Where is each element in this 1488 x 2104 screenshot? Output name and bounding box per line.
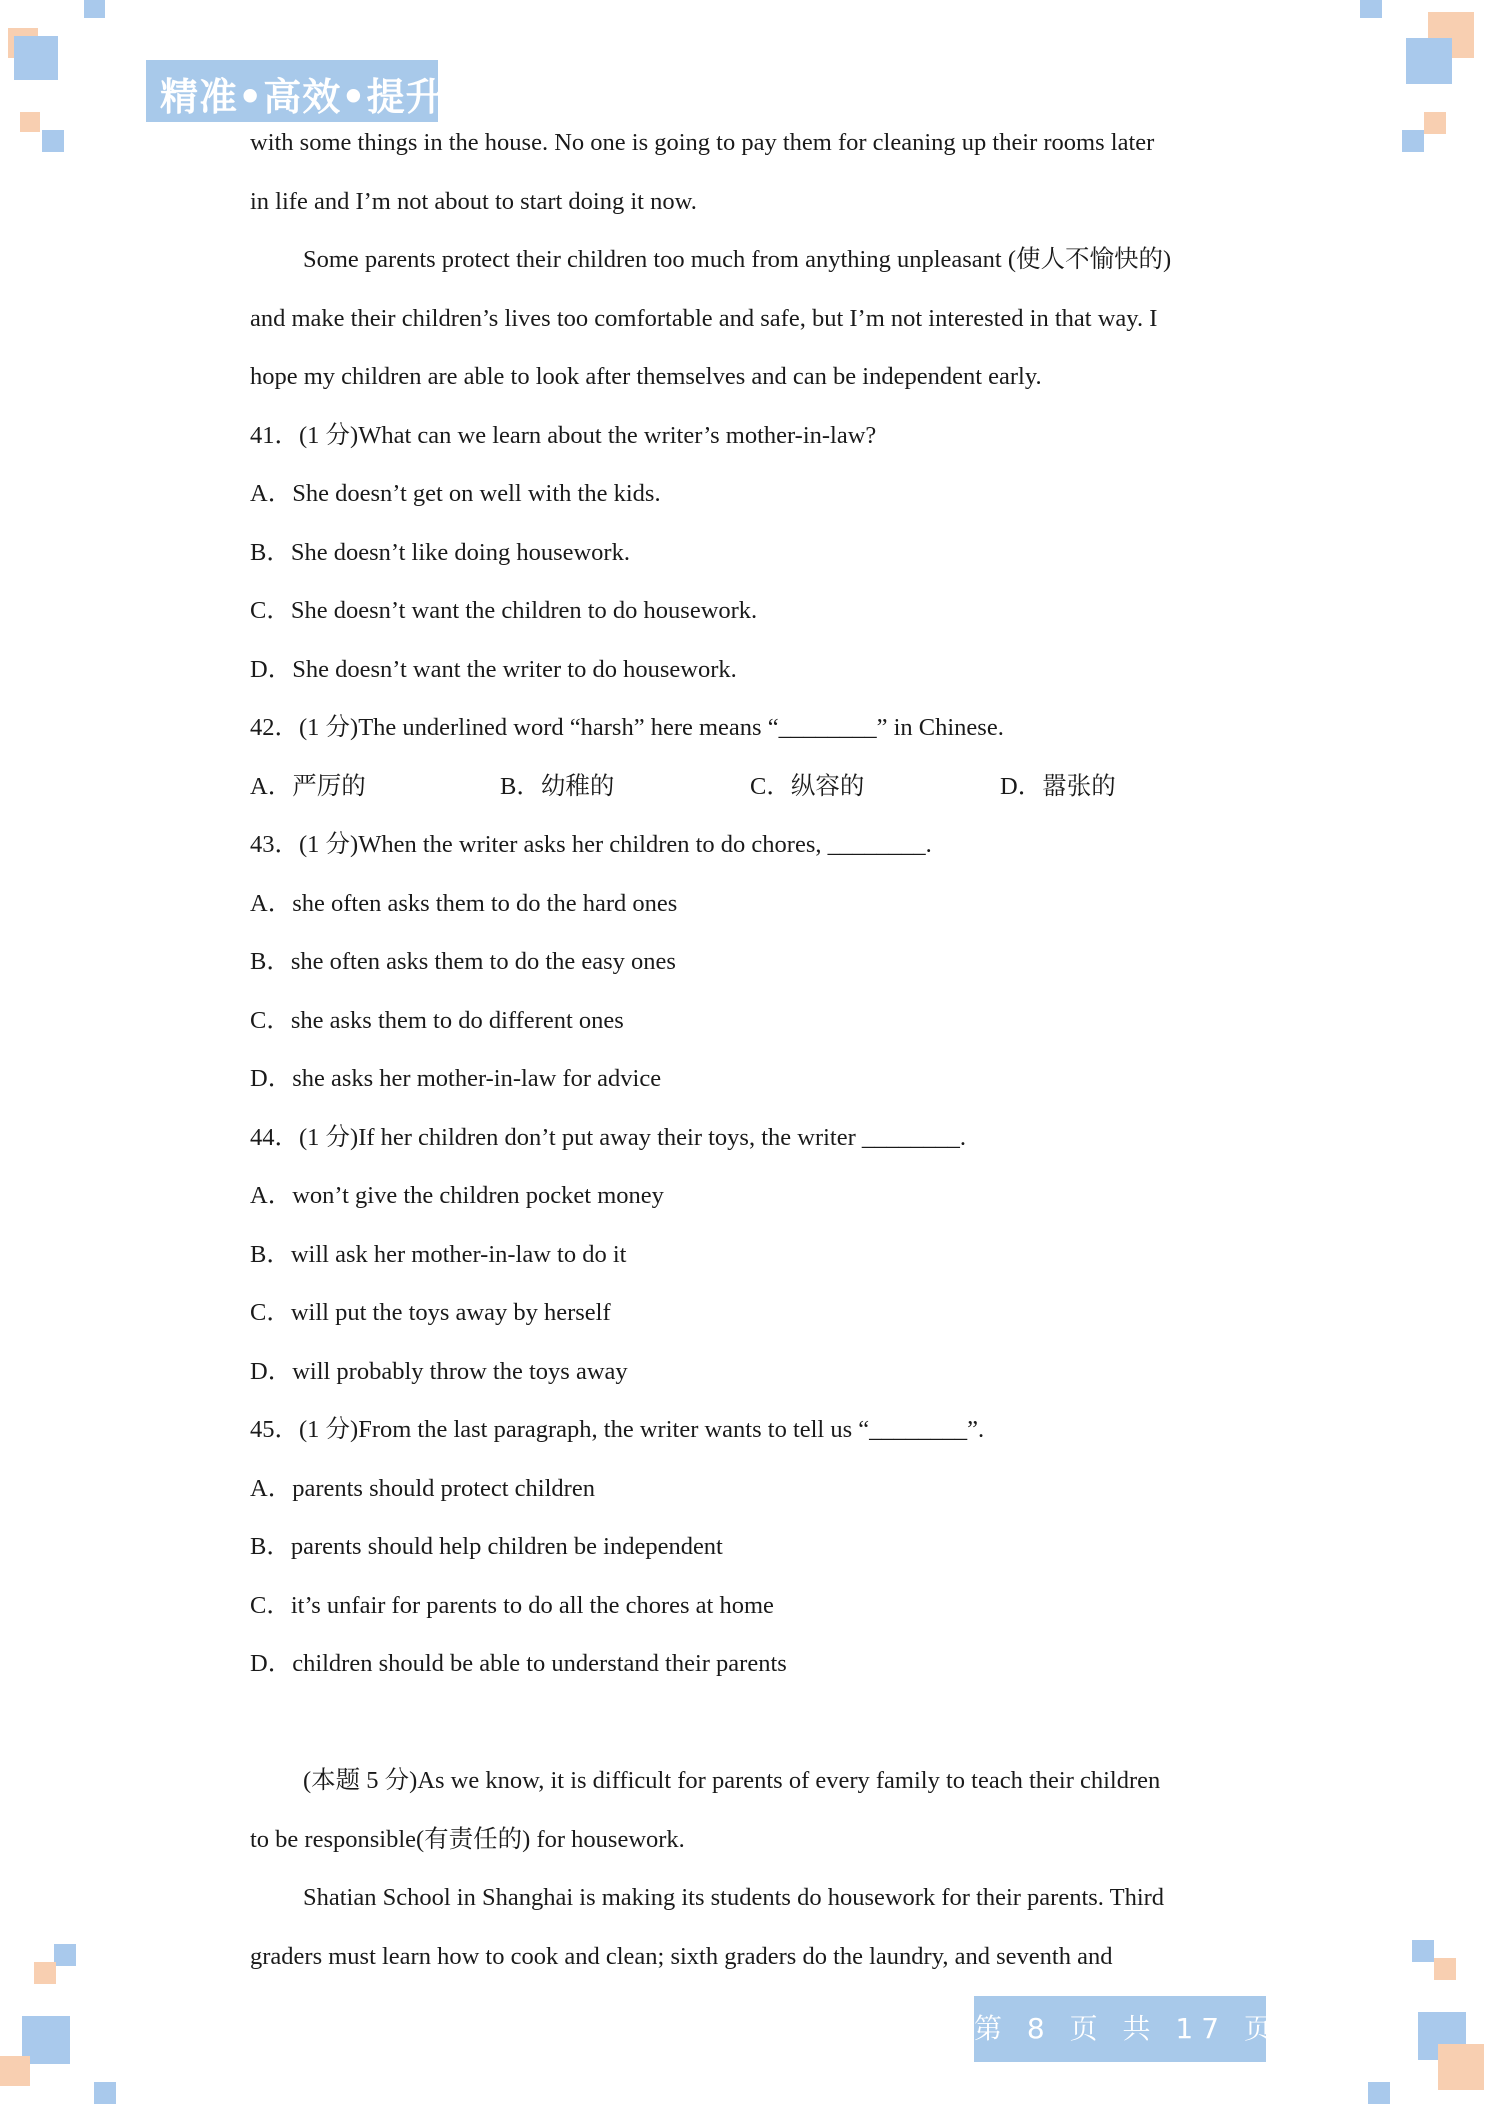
passage-line: hope my children are able to look after themselves and can be independent early. (250, 363, 1042, 390)
passage-line: and make their children’s lives too comfortable and safe, but I’m not interested in that way. I (250, 304, 1158, 332)
section-gap (250, 1698, 1250, 1757)
passage-line: Some parents protect their children too much from anything unpleasant (使人不愉快的) (303, 246, 1172, 273)
option-b: B．will ask her mother-in-law to do it (250, 1240, 627, 1268)
question-stem: 42．(1 分)The underlined word “harsh” here means “________” in Chinese. (250, 714, 1004, 741)
question-43 (250, 820, 1250, 1113)
passage-line: in life and I’m not about to start doing it now. (250, 187, 697, 215)
question-45 (250, 1405, 1250, 1698)
option-b: B．she often asks them to do the easy ones (250, 948, 676, 975)
question-41 (250, 411, 1250, 704)
option-c: C．she asks them to do different ones (250, 1006, 624, 1034)
header-banner (146, 60, 445, 122)
passage-line: Shatian School in Shanghai is making its students do housework for their parents. Third (303, 1884, 1165, 1911)
option-d: D．She doesn’t want the writer to do housework. (250, 655, 737, 683)
options-row (250, 762, 1250, 821)
option-d: D．嚣张的 (1000, 772, 1116, 800)
option-b: B．幼稚的 (500, 772, 615, 800)
question-stem: 41．(1 分)What can we learn about the writer’s mother-in-law? (250, 421, 877, 449)
option-a: A．严厉的 (250, 772, 366, 800)
question-44 (250, 1113, 1250, 1406)
passage-line: with some things in the house. No one is going to pay them for cleaning up their rooms later (250, 129, 1155, 156)
option-a: A．won’t give the children pocket money (250, 1182, 664, 1209)
question-stem: 43．(1 分)When the writer asks her children to do chores, ________. (250, 831, 932, 858)
question-stem: 45．(1 分)From the last paragraph, the writer wants to tell us “________”. (250, 1416, 985, 1443)
document-body (250, 118, 1250, 1990)
passage-line: graders must learn how to cook and clean; sixth graders do the laundry, and seventh and (250, 1942, 1113, 1970)
option-a: A．She doesn’t get on well with the kids. (250, 480, 661, 507)
page-number: 第 8 页 共 17 页 (974, 2012, 1280, 2045)
option-c: C．will put the toys away by herself (250, 1299, 611, 1326)
option-c: C．纵容的 (750, 772, 865, 800)
question-stem: 44．(1 分)If her children don’t put away their toys, the writer ________. (250, 1123, 967, 1151)
option-d: D．will probably throw the toys away (250, 1357, 628, 1385)
passage-line: to be responsible(有责任的) for housework. (250, 1825, 685, 1853)
option-c: C．She doesn’t want the children to do housework. (250, 597, 758, 624)
option-c: C．it’s unfair for parents to do all the chores at home (250, 1591, 774, 1619)
option-b: B．She doesn’t like doing housework. (250, 538, 630, 566)
page-number-badge (974, 1996, 1280, 2062)
banner-text: 精准•高效•提升 (160, 75, 445, 119)
question-42 (250, 703, 1250, 820)
option-a: A．parents should protect children (250, 1474, 595, 1502)
option-d: D．children should be able to understand their parents (250, 1650, 787, 1677)
passage-line: (本题 5 分)As we know, it is difficult for parents of every family to teach their children (303, 1767, 1161, 1794)
option-b: B．parents should help children be independent (250, 1533, 723, 1560)
option-a: A．she often asks them to do the hard ones (250, 889, 678, 917)
option-d: D．she asks her mother-in-law for advice (250, 1065, 662, 1092)
